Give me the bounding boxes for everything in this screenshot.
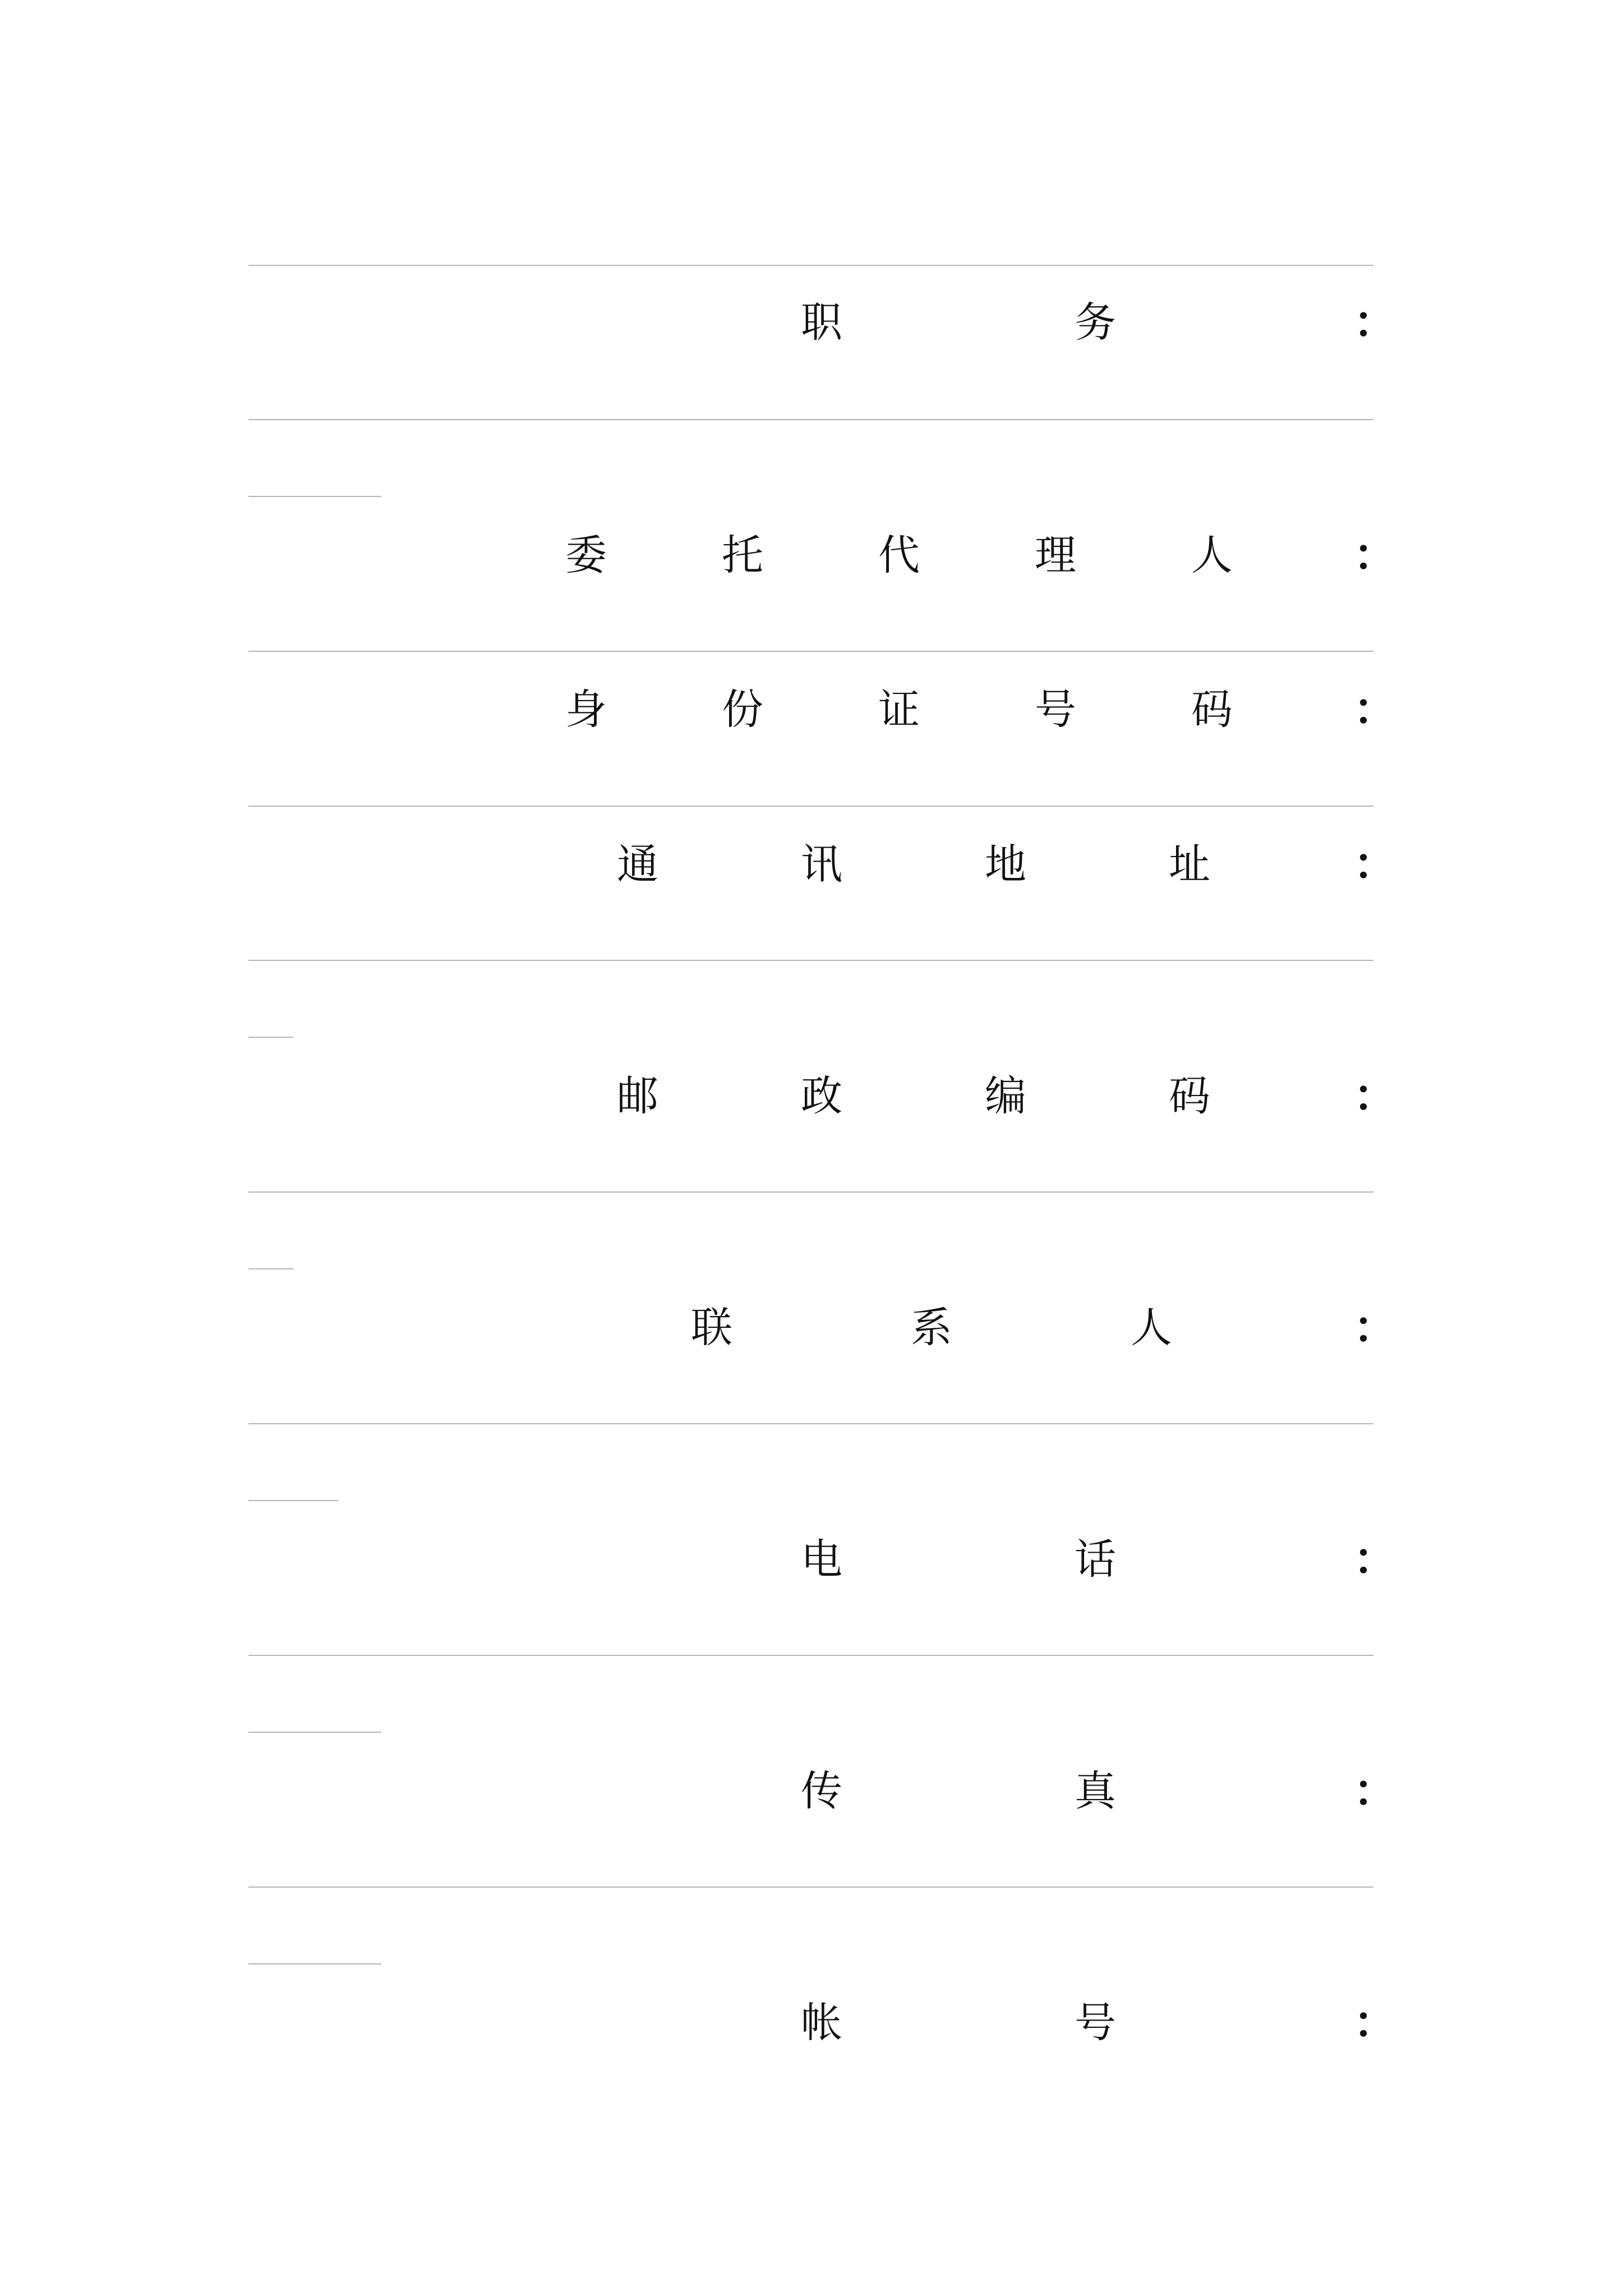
label-char: 理 — [1035, 531, 1076, 579]
field-postal-code — [248, 1065, 1398, 1127]
label-colon: ： — [1353, 1765, 1398, 1816]
label-colon: ： — [1353, 297, 1398, 348]
fill-in-line[interactable] — [248, 960, 1373, 961]
label-char: 邮 — [617, 1072, 658, 1120]
label-char: 务 — [1075, 298, 1116, 347]
fill-in-line-continuation[interactable] — [248, 1268, 293, 1269]
fill-in-line-continuation[interactable] — [248, 1500, 338, 1501]
label-char: 讯 — [801, 840, 842, 889]
label-colon: ： — [1353, 839, 1398, 890]
field-account-number — [248, 1992, 1398, 2054]
label-char: 通 — [617, 840, 658, 889]
label-char: 编 — [985, 1072, 1026, 1120]
fill-in-line[interactable] — [248, 1191, 1373, 1193]
label-char: 真 — [1075, 1767, 1116, 1815]
field-agent — [248, 524, 1398, 586]
label-char: 地 — [985, 840, 1026, 889]
fill-in-line[interactable] — [248, 1423, 1373, 1424]
fill-in-line-continuation[interactable] — [248, 1963, 381, 1964]
label-char: 托 — [722, 531, 763, 579]
fill-in-line-continuation[interactable] — [248, 496, 381, 497]
fill-in-line[interactable] — [248, 1655, 1373, 1656]
label-char: 份 — [722, 685, 763, 734]
fill-in-line[interactable] — [248, 1887, 1373, 1888]
label-colon: ： — [1353, 530, 1398, 581]
field-telephone — [248, 1529, 1398, 1590]
label-char: 证 — [878, 685, 920, 734]
label-char: 传 — [801, 1767, 842, 1815]
label-char: 身 — [565, 685, 607, 734]
label-char: 址 — [1169, 840, 1210, 889]
label-char: 号 — [1035, 685, 1076, 734]
fill-in-line-continuation[interactable] — [248, 1732, 381, 1733]
field-position — [248, 292, 1398, 353]
label-char: 码 — [1191, 685, 1233, 734]
label-char: 电 — [801, 1535, 842, 1584]
label-colon: ： — [1353, 684, 1398, 735]
fill-in-line[interactable] — [248, 806, 1373, 807]
label-char: 职 — [801, 298, 842, 347]
label-char: 号 — [1075, 1999, 1116, 2047]
underline — [248, 265, 1373, 266]
fill-in-line-continuation[interactable] — [248, 1037, 293, 1038]
fill-in-line[interactable] — [248, 651, 1373, 652]
label-char: 系 — [911, 1304, 952, 1352]
label-char: 政 — [801, 1072, 842, 1120]
label-char: 人 — [1191, 531, 1233, 579]
label-colon: ： — [1353, 1070, 1398, 1121]
field-contact-person — [248, 1297, 1398, 1359]
field-address — [248, 834, 1398, 895]
label-char: 代 — [878, 531, 920, 579]
label-colon: ： — [1353, 1534, 1398, 1585]
fill-in-line[interactable] — [248, 419, 1373, 420]
field-fax — [248, 1760, 1398, 1822]
label-char: 码 — [1169, 1072, 1210, 1120]
label-char: 帐 — [801, 1999, 842, 2047]
label-char: 人 — [1131, 1304, 1172, 1352]
label-char: 联 — [691, 1304, 732, 1352]
label-colon: ： — [1353, 1302, 1398, 1353]
field-id-number — [248, 679, 1398, 740]
label-char: 话 — [1075, 1535, 1116, 1584]
label-char: 委 — [565, 531, 607, 579]
label-colon: ： — [1353, 1997, 1398, 2048]
